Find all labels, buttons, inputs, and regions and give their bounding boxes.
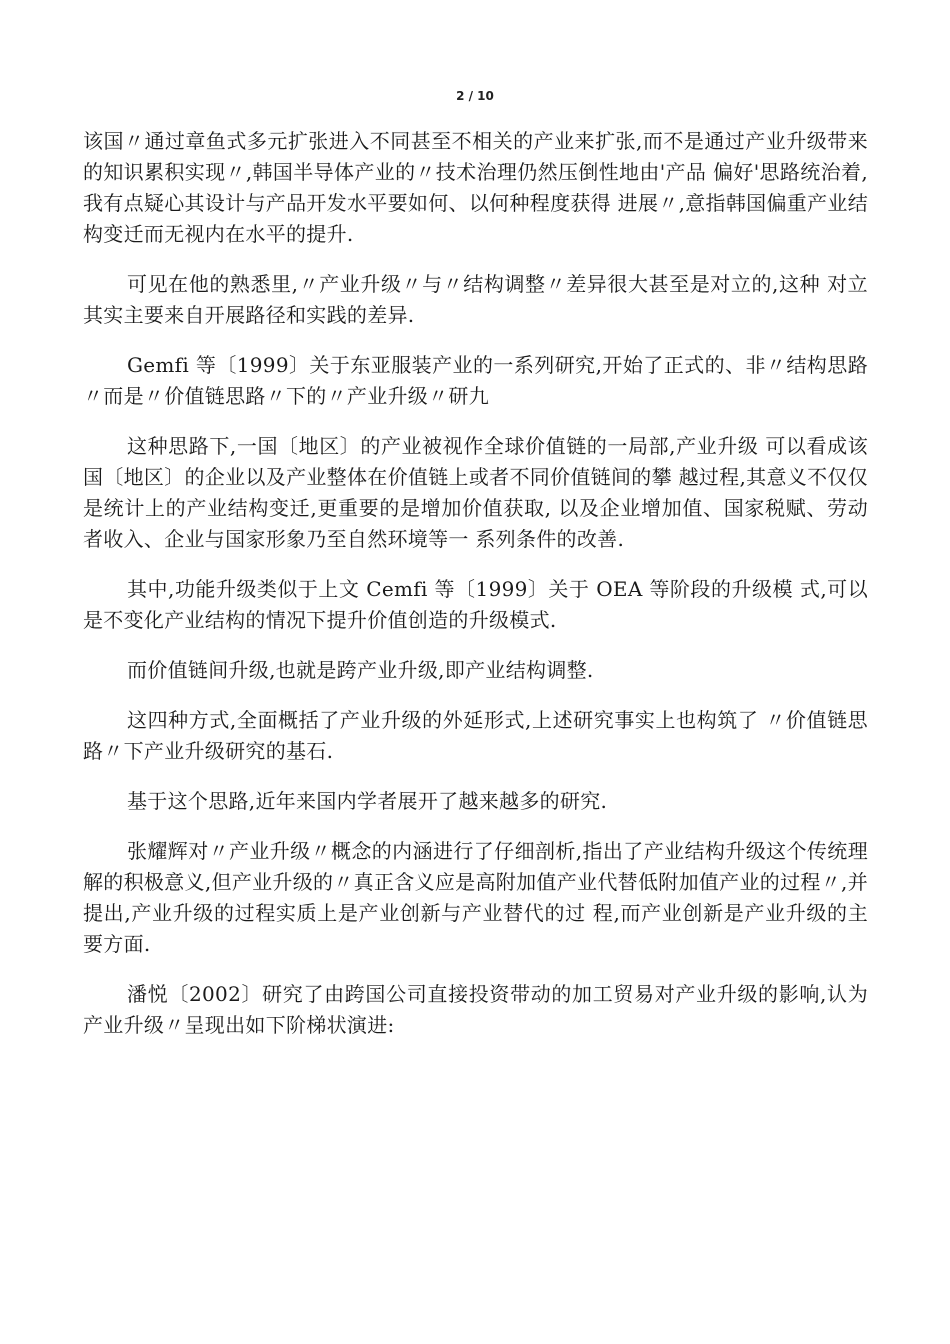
paragraph-4: 这种思路下,一国〔地区〕的产业被视作全球价值链的一局部,产业升级 可以看成该国〔地区〕的企业以及产业整体在价值链上或者不同价值链间的攀 越过程,其意义不仅仅是统计上的产业结构变迁,更重要的是增加价值获取, 以及企业增加值、国家税赋、劳动者收入、企业与国家形象乃至自然环境等一 系列条件的改善. xyxy=(83,434,868,551)
paragraph-2: 可见在他的熟悉里,〃产业升级〃与〃结构调整〃差异很大甚至是对立的,这种 对立其实主要来自开展路径和实践的差异. xyxy=(83,272,868,327)
paragraph-7: 这四种方式,全面概括了产业升级的外延形式,上述研究事实上也构筑了 〃价值链思路〃下产业升级研究的基石. xyxy=(83,708,868,763)
page-number: 2 / 10 xyxy=(456,89,494,103)
paragraph-8: 基于这个思路,近年来国内学者展开了越来越多的研究. xyxy=(127,789,608,813)
paragraph-6: 而价值链间升级,也就是跨产业升级,即产业结构调整. xyxy=(127,658,594,682)
document-body xyxy=(83,126,868,1060)
paragraph-5: 其中,功能升级类似于上文 Cemfi 等〔1999〕关于 OEA 等阶段的升级模 式,可以是不变化产业结构的情况下提升价值创造的升级模式. xyxy=(83,577,868,632)
paragraph-10: 潘悦〔2002〕研究了由跨国公司直接投资带动的加工贸易对产业升级的影响,认为产业升级〃呈现出如下阶梯状演进: xyxy=(83,982,868,1037)
paragraph-9: 张耀辉对〃产业升级〃概念的内涵进行了仔细剖析,指出了产业结构升级这个传统理解的积极意义,但产业升级的〃真正含义应是高附加值产业代替低附加值产业的过程〃,并提出,产业升级的过程实质上是产业创新与产业替代的过 程,而产业创新是产业升级的主要方面. xyxy=(83,839,868,956)
paragraph-1: 该国〃通过章鱼式多元扩张进入不同甚至不相关的产业来扩张,而不是通过产业升级带来的知识累积实现〃,韩国半导体产业的〃技术治理仍然压倒性地由'产品 偏好'思路统治着,我有点疑心其设计与产品开发水平要如何、以何种程度获得 进展〃,意指韩国偏重产业结构变迁而无视内在水平的提升. xyxy=(83,129,868,246)
paragraph-3: Gemfi 等〔1999〕关于东亚服装产业的一系列研究,开始了正式的、非〃结构思路〃而是〃价值链思路〃下的〃产业升级〃研九 xyxy=(83,353,868,408)
